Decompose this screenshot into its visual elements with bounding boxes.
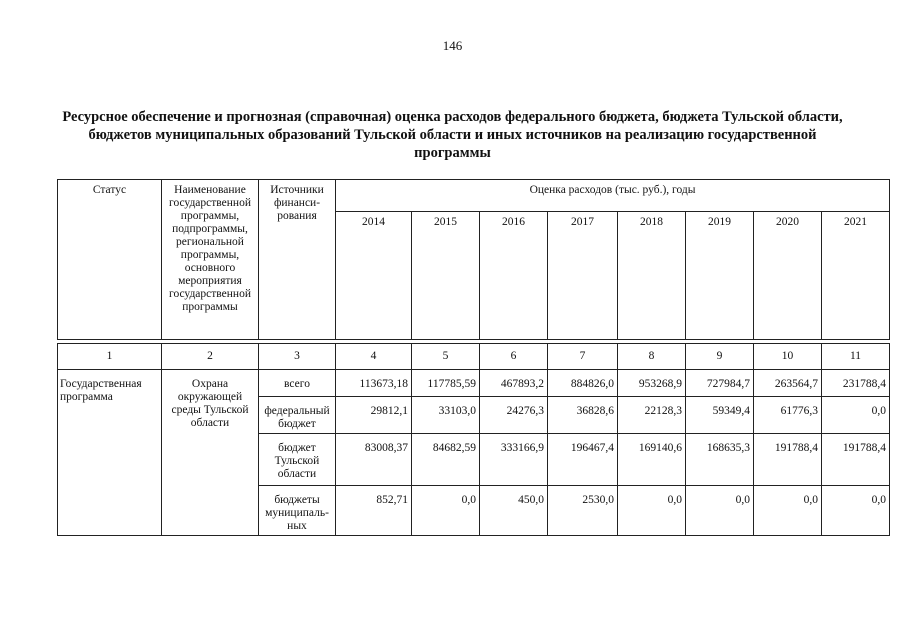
program-status: Государственная программа bbox=[58, 370, 162, 536]
value-cell: 169140,6 bbox=[618, 434, 686, 486]
value-cell: 0,0 bbox=[618, 486, 686, 536]
value-cell: 263564,7 bbox=[754, 370, 822, 397]
value-cell: 36828,6 bbox=[548, 397, 618, 434]
funding-source: всего bbox=[259, 370, 336, 397]
header-year: 2016 bbox=[480, 212, 548, 340]
column-number: 8 bbox=[618, 344, 686, 370]
header-year: 2017 bbox=[548, 212, 618, 340]
value-cell: 22128,3 bbox=[618, 397, 686, 434]
value-cell: 196467,4 bbox=[548, 434, 618, 486]
value-cell: 231788,4 bbox=[822, 370, 890, 397]
value-cell: 168635,3 bbox=[686, 434, 754, 486]
value-cell: 83008,37 bbox=[336, 434, 412, 486]
value-cell: 467893,2 bbox=[480, 370, 548, 397]
value-cell: 450,0 bbox=[480, 486, 548, 536]
header-year: 2020 bbox=[754, 212, 822, 340]
value-cell: 953268,9 bbox=[618, 370, 686, 397]
header-year: 2019 bbox=[686, 212, 754, 340]
value-cell: 191788,4 bbox=[822, 434, 890, 486]
header-funding-sources: Источники финанси-рования bbox=[259, 180, 336, 340]
value-cell: 191788,4 bbox=[754, 434, 822, 486]
document-title: Ресурсное обеспечение и прогнозная (справочная) оценка расходов федерального бюджета, бюджета Тульской области, бюджетов муниципальных образований Тульской области и иных источников на реализацию государственной программы bbox=[62, 109, 843, 161]
column-number: 6 bbox=[480, 344, 548, 370]
value-cell: 113673,18 bbox=[336, 370, 412, 397]
header-expense-estimate: Оценка расходов (тыс. руб.), годы bbox=[336, 180, 890, 212]
value-cell: 117785,59 bbox=[412, 370, 480, 397]
column-number: 11 bbox=[822, 344, 890, 370]
column-number: 10 bbox=[754, 344, 822, 370]
table-header bbox=[57, 179, 890, 340]
value-cell: 33103,0 bbox=[412, 397, 480, 434]
program-name: Охрана окружающей среды Тульской области bbox=[162, 370, 259, 536]
value-cell: 84682,59 bbox=[412, 434, 480, 486]
header-year: 2021 bbox=[822, 212, 890, 340]
header-program-name: Наименование государственной программы, подпрограммы, региональной программы, основного мероприятия государственной программы bbox=[162, 180, 259, 340]
value-cell: 24276,3 bbox=[480, 397, 548, 434]
value-cell: 884826,0 bbox=[548, 370, 618, 397]
table-row bbox=[58, 370, 890, 397]
value-cell: 59349,4 bbox=[686, 397, 754, 434]
value-cell: 0,0 bbox=[686, 486, 754, 536]
header-status: Статус bbox=[58, 180, 162, 340]
value-cell: 0,0 bbox=[754, 486, 822, 536]
value-cell: 852,71 bbox=[336, 486, 412, 536]
header-year: 2014 bbox=[336, 212, 412, 340]
value-cell: 61776,3 bbox=[754, 397, 822, 434]
value-cell: 727984,7 bbox=[686, 370, 754, 397]
header-year: 2015 bbox=[412, 212, 480, 340]
value-cell: 333166,9 bbox=[480, 434, 548, 486]
value-cell: 0,0 bbox=[412, 486, 480, 536]
value-cell: 0,0 bbox=[822, 486, 890, 536]
funding-source: бюджет Тульской области bbox=[259, 434, 336, 486]
column-number: 9 bbox=[686, 344, 754, 370]
column-number-row bbox=[58, 344, 890, 370]
column-number: 1 bbox=[58, 344, 162, 370]
column-number: 2 bbox=[162, 344, 259, 370]
column-number: 3 bbox=[259, 344, 336, 370]
value-cell: 2530,0 bbox=[548, 486, 618, 536]
column-number: 7 bbox=[548, 344, 618, 370]
funding-source: бюджеты муниципаль-ных bbox=[259, 486, 336, 536]
column-number: 5 bbox=[412, 344, 480, 370]
value-cell: 0,0 bbox=[822, 397, 890, 434]
table-body bbox=[57, 343, 890, 536]
funding-source: федеральный бюджет bbox=[259, 397, 336, 434]
header-year: 2018 bbox=[618, 212, 686, 340]
value-cell: 29812,1 bbox=[336, 397, 412, 434]
column-number: 4 bbox=[336, 344, 412, 370]
page-number: 146 bbox=[442, 38, 463, 53]
